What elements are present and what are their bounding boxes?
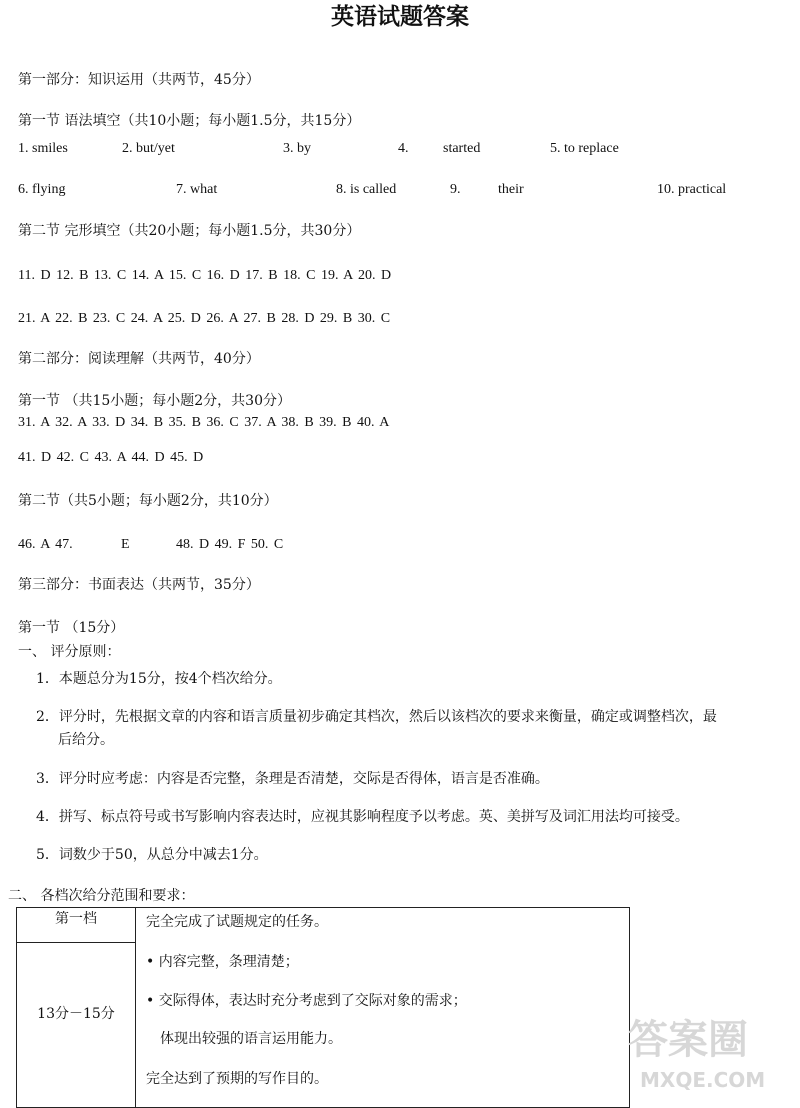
part2-heading: 第二部分：阅读理解（共两节，40分） [18,351,260,367]
grade-table [16,907,630,1108]
p2s2-answers: 48. D 49. F 50. C [176,537,284,552]
requirement-line: 体现出较强的语言运用能力。 [160,1031,342,1047]
p2s1-answers-row: 41. D 42. C 43. A 44. D 45. D [18,450,204,465]
p1s2-heading: 第二节 完形填空（共20小题；每小题1.5分，共30分） [18,223,361,239]
rule-item: 1．本题总分为15分，按4个档次给分。 [36,671,282,687]
p2s2-answers: 46. A 47. [18,537,73,552]
requirement-line: 完全完成了试题规定的任务。 [146,914,328,930]
grade-levels-heading: 二、 各档次给分范围和要求： [8,888,195,904]
requirement-line: • 交际得体，表达时充分考虑到了交际对象的需求； [146,993,467,1009]
rule-item: 4．拼写、标点符号或书写影响内容表达时，应视其影响程度予以考虑。英、美拼写及词汇用法均可接受。 [36,809,689,825]
scoring-principles-heading: 一、 评分原则： [18,644,121,660]
score-range: 13分－15分 [37,1006,115,1022]
p1s1-answer: 10. practical [657,182,727,197]
p1s1-heading: 第一节 语法填空（共10小题；每小题1.5分，共15分） [18,113,361,129]
p3s1-heading: 第一节 （15分） [18,620,125,636]
p1s1-answer: 7. what [176,182,218,197]
p1s1-answer: 2. but/yet [122,141,175,156]
requirement-line: • 内容完整，条理清楚； [146,954,299,970]
watermark-logo: 答案圈 [628,1017,748,1063]
p1s2-answers-row: 11. D 12. B 13. C 14. A 15. C 16. D 17. B 18. C 19. A 20. D [18,268,392,283]
p1s1-answer: started [443,141,481,156]
p1s1-answer: 5. to replace [550,141,619,156]
p2s2-heading: 第二节（共5小题；每小题2分，共10分） [18,493,278,509]
range-cell [17,943,136,1108]
p1s1-answer: 1. smiles [18,141,68,156]
rule-item-continued: 后给分。 [58,732,114,748]
p2s1-answers-row: 31. A 32. A 33. D 34. B 35. B 36. C 37. A 38. B 39. B 40. A [18,415,390,430]
p1s2-answers-row: 21. A 22. B 23. C 24. A 25. D 26. A 27. B 28. D 29. B 30. C [18,311,391,326]
p1s1-answer: 3. by [283,141,311,156]
watermark-url: MXQE.COM [640,1068,766,1092]
p2s1-heading: 第一节 （共15小题；每小题2分，共30分） [18,393,291,409]
part3-heading: 第三部分：书面表达（共两节，35分） [18,577,260,593]
requirement-line: 完全达到了预期的写作目的。 [146,1071,328,1087]
page-title: 英语试题答案 [331,4,469,30]
p1s1-answer: 8. is called [336,182,397,197]
p1s1-answer: their [498,182,524,197]
p1s1-answer: 9. [450,182,461,197]
requirements-cell [136,908,630,1108]
p2s2-answers: E [121,537,130,552]
rule-item: 5．词数少于50，从总分中减去1分。 [36,847,268,863]
p1s1-answer: 6. flying [18,182,66,197]
part1-heading: 第一部分：知识运用（共两节，45分） [18,72,260,88]
tier-label: 第一档 [55,911,97,927]
rule-item: 3．评分时应考虑：内容是否完整，条理是否清楚，交际是否得体，语言是否准确。 [36,771,549,787]
tier-cell [17,908,136,943]
p1s1-answer: 4. [398,141,409,156]
rule-item: 2．评分时，先根据文章的内容和语言质量初步确定其档次，然后以该档次的要求来衡量，确定或调整档次，最 [36,709,717,725]
